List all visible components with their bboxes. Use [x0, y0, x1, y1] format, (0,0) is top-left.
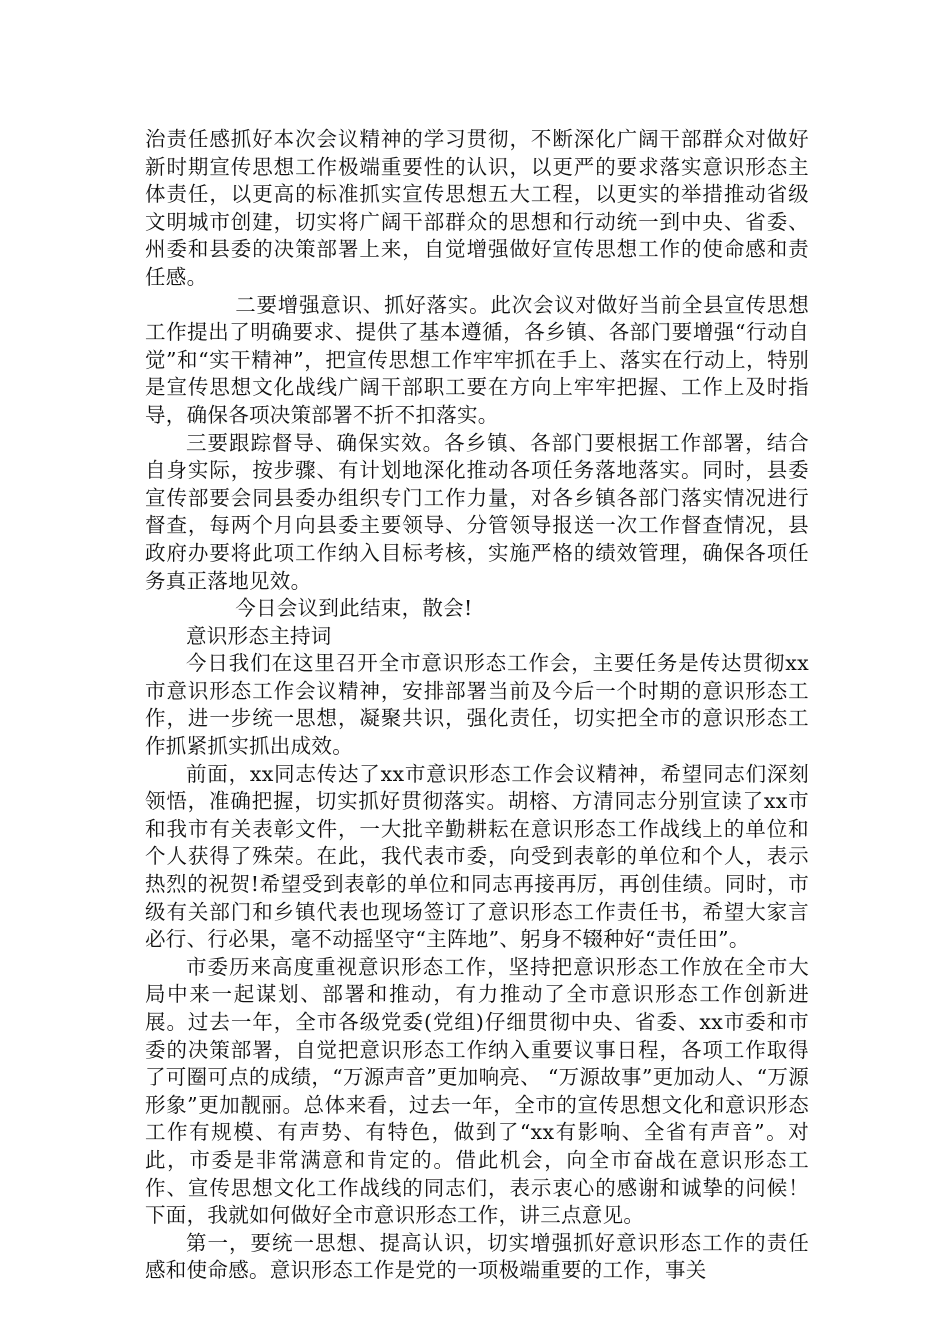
paragraph-meeting-close: 今日会议到此结束，散会!	[235, 596, 473, 621]
paragraph-review: 市委历来高度重视意识形态工作，坚持把意识形态工作放在全市大局中来一起谋划、部署和推动，有力推动了全市意识形态工作创新进展。过去一年，全市各级党委(党组)仔细贯彻中央、省委、xx市委和市委的决策部署，自觉把意识形态工作纳入重要议事日程，各项工作取得了可圈可点的成绩，“万源声音”更加响亮、 “万源故事”更加动人、“万源形象”更加靓丽。总体来看，过去一年，全市的宣传思想文化和意识形态工作有规模、有声势、有特色，做到了“xx有影响、全省有声音”。对此，市委是非常满意和肯定的。借此机会，向全市奋战在意识形态工作、宣传思想文化工作战线的同志们，表示衷心的感谢和诚挚的问候！下面，我就如何做好全市意识形态工作，讲三点意见。	[145, 954, 809, 1228]
paragraph-continuation: 治责任感抓好本次会议精神的学习贯彻，不断深化广阔干部群众对做好新时期宣传思想工作极端重要性的认识，以更严的要求落实意识形态主体责任，以更高的标准抓实宣传思想五大工程，以更实的举措推动省级文明城市创建，切实将广阔干部群众的思想和行动统一到中央、省委、州委和县委的决策部署上来，自觉增强做好宣传思想工作的使命感和责任感。	[145, 127, 809, 289]
paragraph-commendation: 前面，xx同志传达了xx市意识形态工作会议精神，希望同志们深刻领悟，准确把握，切实抓好贯彻落实。胡榕、方清同志分别宣读了xx市和我市有关表彰文件，一大批辛勤耕耘在意识形态工作战线上的单位和个人获得了殊荣。在此，我代表市委，向受到表彰的单位和个人，表示热烈的祝贺!希望受到表彰的单位和同志再接再厉，再创佳绩。同时，市级有关部门和乡镇代表也现场签订了意识形态工作责任书，希望大家言必行、行必果，毫不动摇坚守“主阵地”、躬身不辍种好“责任田”。	[145, 761, 809, 952]
paragraph-opening: 今日我们在这里召开全市意识形态工作会，主要任务是传达贯彻xx市意识形态工作会议精神，安排部署当前及今后一个时期的意识形态工作，进一步统一思想，凝聚共识，强化责任，切实把全市的意识形态工作抓紧抓实抓出成效。	[145, 651, 809, 759]
paragraph-second-requirement: 二要增强意识、抓好落实。此次会议对做好当前全县宣传思想工作提出了明确要求、提供了基本遵循，各乡镇、各部门要增强“行动自觉”和“实干精神”，把宣传思想工作牢牢抓在手上、落实在行动上，特别是宣传思想文化战线广阔干部职工要在方向上牢牢把握、工作上及时指导，确保各项决策部署不折不扣落实。	[145, 292, 809, 427]
section-heading: 意识形态主持词	[186, 623, 332, 648]
paragraph-first-point: 第一，要统一思想、提高认识，切实增强抓好意识形态工作的责任感和使命感。意识形态工作是党的一项极端重要的工作，事关	[145, 1230, 809, 1283]
paragraph-third-requirement: 三要跟踪督导、确保实效。各乡镇、各部门要根据工作部署，结合自身实际，按步骤、有计划地深化推动各项任务落地落实。同时，县委宣传部要会同县委办组织专门工作力量，对各乡镇各部门落实情况进行督查，每两个月向县委主要领导、分管领导报送一次工作督查情况，县政府办要将此项工作纳入目标考核，实施严格的绩效管理，确保各项任务真正落地见效。	[145, 430, 809, 593]
document-body	[145, 126, 809, 1285]
